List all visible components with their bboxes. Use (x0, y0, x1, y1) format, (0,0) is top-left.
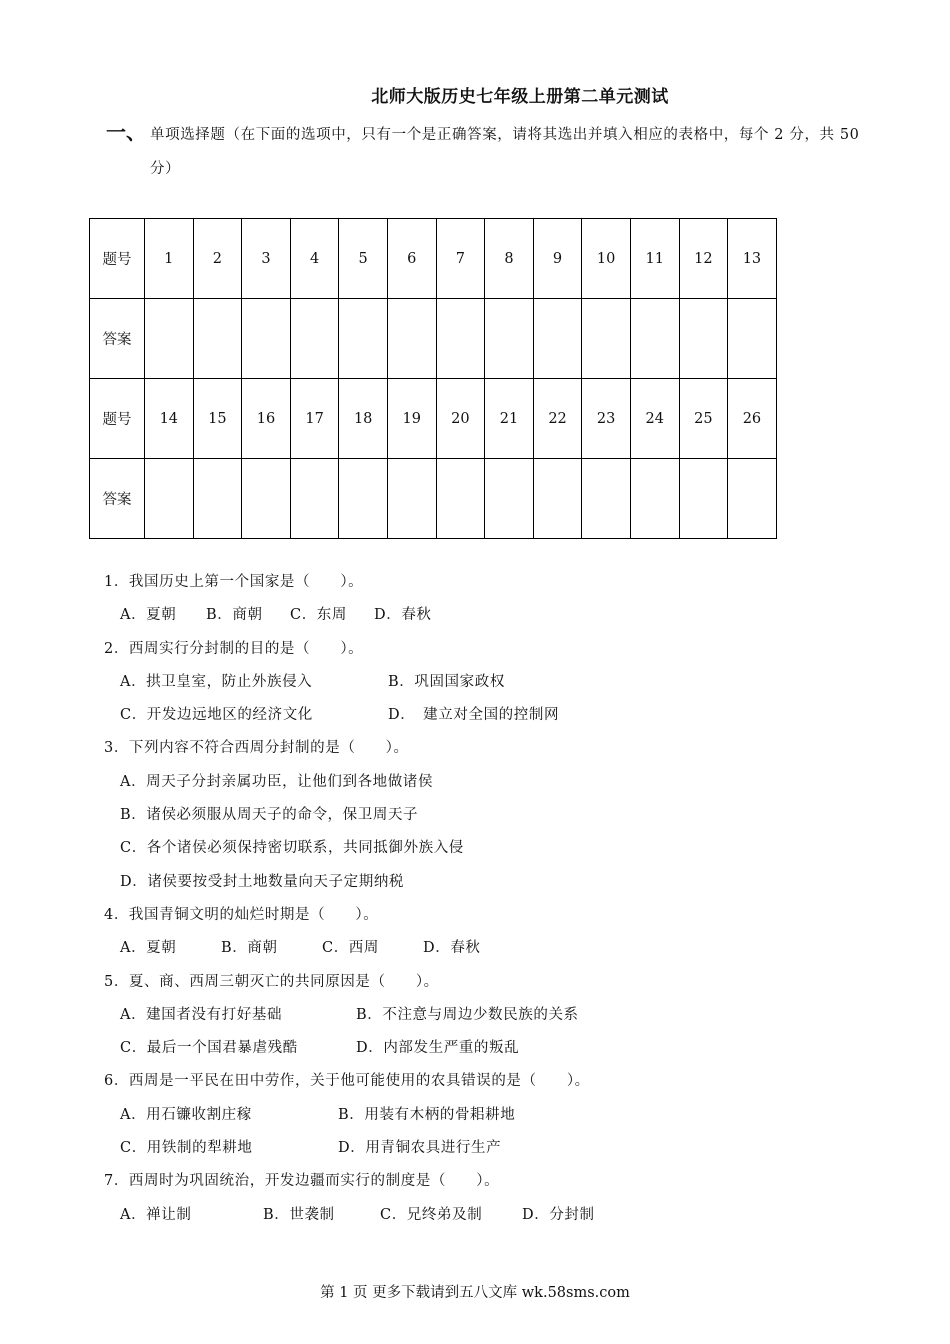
row-label-number: 题号 (90, 379, 145, 459)
row-label-answer: 答案 (90, 299, 145, 379)
option: A．禅让制 (120, 1206, 192, 1223)
row-label-answer: 答案 (90, 459, 145, 539)
question-number-cell: 6 (387, 219, 436, 299)
option: B．不注意与周边少数民族的关系 (356, 1006, 579, 1023)
answer-cell[interactable] (485, 459, 534, 539)
question-number-cell: 4 (290, 219, 339, 299)
page-title: 北师大版历史七年级上册第二单元测试 (371, 87, 669, 107)
option: B．巩固国家政权 (388, 673, 505, 690)
option: C．各个诸侯必须保持密切联系，共同抵御外族入侵 (120, 840, 464, 857)
question-number-cell: 18 (339, 379, 388, 459)
option: D． 建立对全国的控制网 (388, 707, 560, 724)
question-number-cell: 1 (145, 219, 194, 299)
table-row-numbers-1 (90, 219, 777, 299)
answer-cell[interactable] (630, 459, 679, 539)
option-line (104, 932, 864, 965)
question-number-cell: 3 (242, 219, 291, 299)
option-line (104, 1199, 864, 1232)
option: A．用石镰收割庄稼 (120, 1106, 252, 1123)
option: D．春秋 (374, 607, 432, 624)
answer-cell[interactable] (679, 299, 728, 379)
option: A．夏朝 (120, 940, 177, 957)
question-number-cell: 23 (582, 379, 631, 459)
answer-table (89, 218, 777, 539)
question-number-cell: 14 (145, 379, 194, 459)
answer-cell[interactable] (290, 459, 339, 539)
answer-cell[interactable] (436, 459, 485, 539)
table-row-answers-1 (90, 299, 777, 379)
question-number-cell: 13 (728, 219, 777, 299)
question-number-cell: 25 (679, 379, 728, 459)
question-stem: 4．我国青铜文明的灿烂时期是（ ）。 (104, 906, 379, 923)
page-footer: 第 1 页 更多下载请到五八文库 wk.58sms.com (320, 1285, 630, 1301)
answer-cell[interactable] (145, 299, 194, 379)
question-number-cell: 16 (242, 379, 291, 459)
question-number-cell: 10 (582, 219, 631, 299)
question-number-cell: 26 (728, 379, 777, 459)
answer-cell[interactable] (436, 299, 485, 379)
option-line (104, 866, 864, 899)
question-number-cell: 15 (193, 379, 242, 459)
answer-cell[interactable] (193, 299, 242, 379)
option: C．开发边远地区的经济文化 (120, 707, 313, 724)
option: A．拱卫皇室，防止外族侵入 (120, 673, 313, 690)
answer-cell[interactable] (485, 299, 534, 379)
answer-cell[interactable] (533, 459, 582, 539)
question-number-cell: 21 (485, 379, 534, 459)
question-stem: 2．西周实行分封制的目的是（ ）。 (104, 640, 364, 657)
option: D．用青铜农具进行生产 (338, 1140, 502, 1157)
table-row-answers-2 (90, 459, 777, 539)
answer-cell[interactable] (242, 459, 291, 539)
option: C．用铁制的犁耕地 (120, 1140, 253, 1157)
option: B．商朝 (221, 940, 278, 957)
question-stem: 7．西周时为巩固统治，开发边疆而实行的制度是（ ）。 (104, 1173, 500, 1190)
question-number-cell: 5 (339, 219, 388, 299)
option-line (104, 699, 864, 732)
answer-cell[interactable] (387, 459, 436, 539)
option: D．诸侯要按受封土地数量向天子定期纳税 (120, 873, 405, 890)
question-stem: 6．西周是一平民在田中劳作，关于他可能使用的农具错误的是（ ）。 (104, 1073, 590, 1090)
option-line (104, 1099, 864, 1132)
option: B．诸侯必须服从周天子的命令，保卫周天子 (120, 807, 419, 824)
option-line (104, 1032, 864, 1065)
option: C．西周 (322, 940, 379, 957)
answer-cell[interactable] (193, 459, 242, 539)
answer-cell[interactable] (339, 459, 388, 539)
option: A．周天子分封亲属功臣，让他们到各地做诸侯 (120, 773, 434, 790)
option: C．东周 (290, 607, 347, 624)
table-row-numbers-2 (90, 379, 777, 459)
option-line (104, 999, 864, 1032)
question-number-cell: 17 (290, 379, 339, 459)
answer-cell[interactable] (728, 299, 777, 379)
answer-cell[interactable] (339, 299, 388, 379)
option: A．夏朝 (120, 607, 177, 624)
option-line (104, 799, 864, 832)
option: B．用装有木柄的骨耜耕地 (338, 1106, 516, 1123)
option: B．商朝 (206, 607, 263, 624)
option-line (104, 832, 864, 865)
option-line (104, 1132, 864, 1165)
option: C．最后一个国君暴虐残酷 (120, 1040, 298, 1057)
answer-cell[interactable] (582, 459, 631, 539)
answer-cell[interactable] (387, 299, 436, 379)
question-number-cell: 12 (679, 219, 728, 299)
question-stem: 3．下列内容不符合西周分封制的是（ ）。 (104, 740, 409, 757)
question-number-cell: 19 (387, 379, 436, 459)
answer-cell[interactable] (630, 299, 679, 379)
option-line (104, 766, 864, 799)
question-list (104, 566, 864, 1232)
option: C．兄终弟及制 (380, 1206, 483, 1223)
option: D．分封制 (522, 1206, 595, 1223)
answer-cell[interactable] (728, 459, 777, 539)
question-number-cell: 22 (533, 379, 582, 459)
question-number-cell: 20 (436, 379, 485, 459)
option: D．内部发生严重的叛乱 (356, 1040, 520, 1057)
option: B．世袭制 (263, 1206, 335, 1223)
question-stem: 1．我国历史上第一个国家是（ ）。 (104, 574, 364, 590)
section-number: 一、 (106, 120, 146, 144)
row-label-number: 题号 (90, 219, 145, 299)
answer-cell[interactable] (145, 459, 194, 539)
question-number-cell: 11 (630, 219, 679, 299)
option: A．建国者没有打好基础 (120, 1006, 283, 1023)
question-number-cell: 9 (533, 219, 582, 299)
question-number-cell: 24 (630, 379, 679, 459)
option: D．春秋 (423, 940, 481, 957)
answer-cell[interactable] (679, 459, 728, 539)
answer-cell[interactable] (582, 299, 631, 379)
option-line (104, 666, 864, 699)
option-line (104, 599, 864, 632)
section-instructions: 单项选择题（在下面的选项中，只有一个是正确答案，请将其选出并填入相应的表格中，每个 2 分，共 50 分） (150, 127, 860, 177)
answer-cell[interactable] (533, 299, 582, 379)
question-number-cell: 7 (436, 219, 485, 299)
question-stem: 5．夏、商、西周三朝灭亡的共同原因是（ ）。 (104, 973, 439, 990)
question-number-cell: 2 (193, 219, 242, 299)
question-number-cell: 8 (485, 219, 534, 299)
answer-cell[interactable] (242, 299, 291, 379)
answer-cell[interactable] (290, 299, 339, 379)
